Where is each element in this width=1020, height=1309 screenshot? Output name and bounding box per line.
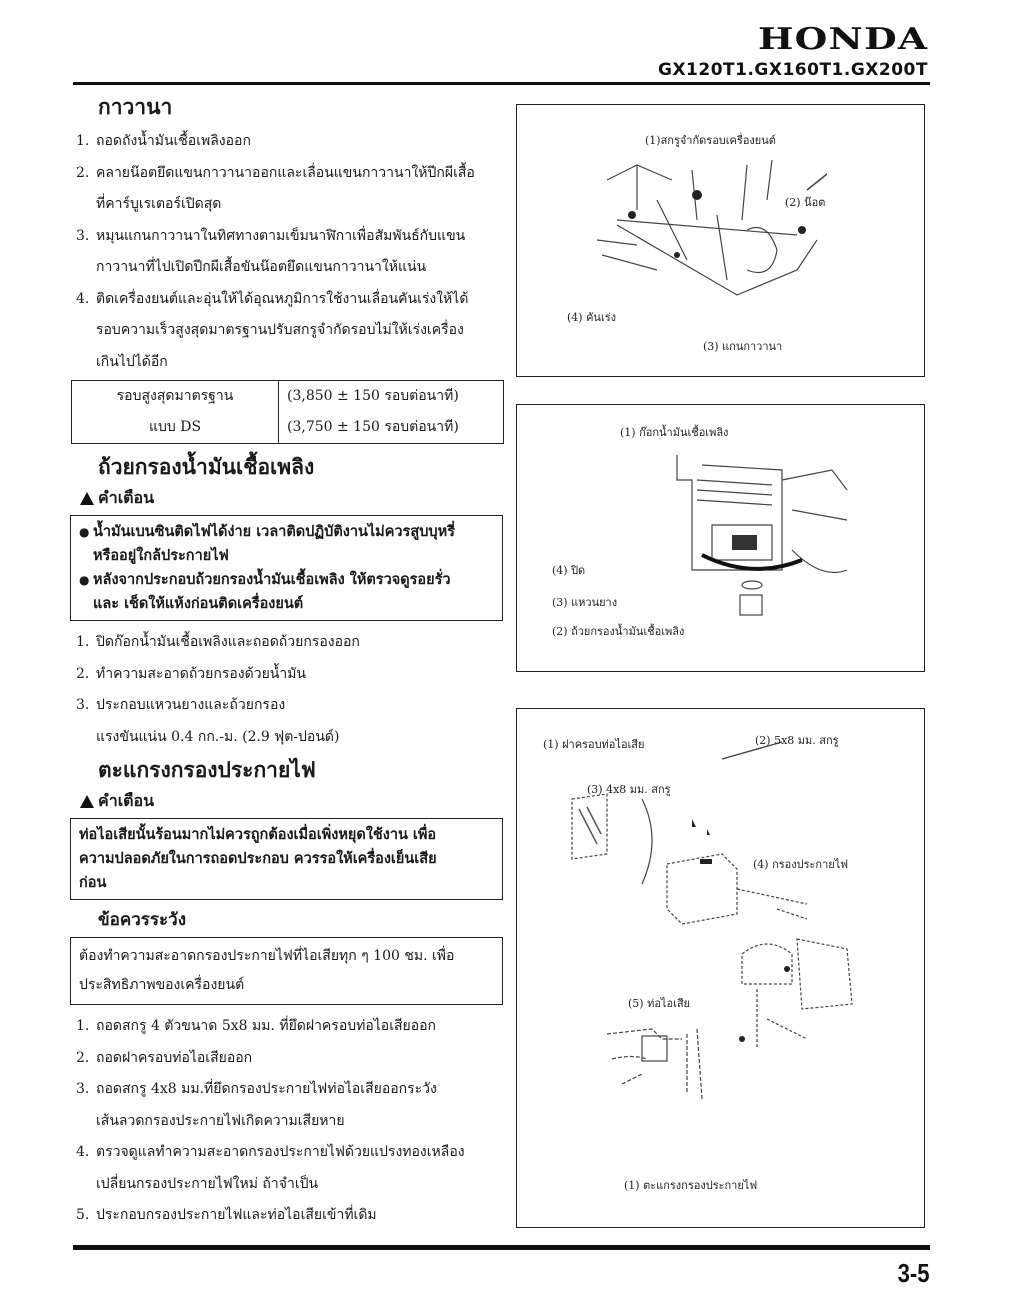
- step-line: ตรวจดูแลทำความสะอาดกรองประกายไฟด้วยแปรงทองเหลือง: [96, 1144, 465, 1160]
- warning-text: [93, 568, 451, 616]
- governor-linkage-drawing: [597, 160, 827, 305]
- figure-label: (5) ท่อไอเสีย: [628, 997, 690, 1010]
- step-number: 3.: [76, 1081, 90, 1097]
- step-number: 2.: [76, 665, 90, 682]
- step-line: ติดเครื่องยนต์และอุ่นให้ได้อุณหภูมิการใช้งานเลื่อนคันเร่งให้ได้: [96, 290, 469, 307]
- step-line: ถอดถังน้ำมันเชื้อเพลิงออก: [96, 133, 251, 149]
- caution-heading: ข้อควรระวัง: [98, 910, 186, 930]
- table-row: [72, 412, 504, 444]
- step-text: [96, 126, 506, 158]
- figure-label: (3) แหวนยาง: [552, 596, 618, 609]
- step-number: 4.: [76, 1144, 90, 1160]
- figure-label: (4) ปิด: [552, 564, 586, 577]
- step-line: ประกอบแหวนยางและถ้วยกรอง: [96, 697, 286, 713]
- step-number: 2.: [76, 164, 90, 181]
- step-text: [96, 1074, 506, 1137]
- step-line: ที่คาร์บูเรเตอร์เปิดสุด: [96, 196, 222, 212]
- figure-label: (1)สกรูจำกัดรอบเครื่องยนต์: [645, 134, 776, 147]
- step-line: แรงขันแน่น 0.4 กก.-ม. (2.9 ฟุต-ปอนด์): [96, 728, 340, 745]
- step-text: [96, 659, 506, 691]
- step-number: 1.: [76, 634, 90, 650]
- figure-label: (2) น๊อต: [785, 196, 826, 209]
- step-number: 4.: [76, 290, 90, 307]
- model-numbers: GX120T1.GX160T1.GX200T: [657, 60, 928, 80]
- warning-line: หรืออยู่ใกล้ประกายไฟ: [93, 547, 229, 564]
- step-text: [96, 1043, 506, 1075]
- warning-bullet: [79, 568, 494, 616]
- fuel-warning-box: [70, 515, 503, 621]
- step-text: [96, 1011, 506, 1043]
- list-item: [76, 1043, 506, 1075]
- spark-arrester-steps: [76, 1011, 506, 1232]
- step-number: 1.: [76, 1018, 90, 1034]
- box-line: ก่อน: [79, 874, 107, 891]
- step-line: เกินไปได้อีก: [96, 353, 168, 370]
- step-line: ปิดก๊อกน้ำมันเชื้อเพลิงและถอดถ้วยกรองออก: [96, 634, 360, 650]
- warning-text: [93, 520, 455, 568]
- step-number: 3.: [76, 227, 90, 244]
- step-line: หมุนแกนกาวานาในทิศทางตามเข็มนาฬิกาเพื่อสัมพันธ์กับแขน: [96, 227, 466, 244]
- warning-bullet: [79, 520, 494, 568]
- brand-logo: HONDA: [757, 22, 928, 57]
- step-number: 3.: [76, 697, 90, 713]
- wire-brush-drawing: [602, 1014, 722, 1104]
- fuel-cup-steps: [76, 627, 506, 753]
- box-line: ความปลอดภัยในการถอดประกอบ ควรรอให้เครื่องเย็นเสีย: [79, 850, 437, 867]
- step-line: ประกอบกรองประกายไฟและท่อไอเสียเข้าที่เดิม: [96, 1207, 377, 1223]
- warning-title: คำเตือน: [98, 791, 155, 810]
- warning-line: หลังจากประกอบถ้วยกรองน้ำมันเชื้อเพลิง ให้ตรวจดูรอยรั่ว: [93, 571, 451, 588]
- table-row: [72, 381, 504, 413]
- figure-label: (2) 5x8 มม. สกรู: [755, 734, 839, 747]
- list-item: [76, 627, 506, 659]
- figure-fuel-cup: [516, 404, 925, 672]
- step-text: [96, 1137, 506, 1200]
- header-rule: [73, 82, 930, 85]
- list-item: [76, 1011, 506, 1043]
- step-line: คลายน๊อตยึดแขนกาวานาออกและเลื่อนแขนกาวานาให้ปีกผีเสื้อ: [96, 164, 475, 181]
- box-line: ประสิทธิภาพของเครื่องยนต์: [79, 977, 245, 993]
- rpm-spec-table: [71, 380, 504, 444]
- step-text: [96, 1200, 506, 1232]
- list-item: [76, 221, 506, 284]
- spark-warning-box: [70, 818, 503, 900]
- list-item: [76, 1200, 506, 1232]
- step-number: 5.: [76, 1207, 90, 1223]
- step-number: 1.: [76, 133, 90, 149]
- section-title-fuel-cup: ถ้วยกรองน้ำมันเชื้อเพลิง: [98, 454, 315, 479]
- step-line: ถอดสกรู 4x8 มม.ที่ยึดกรองประกายไฟท่อไอเสียออกระวัง: [96, 1081, 437, 1097]
- warning-line: น้ำมันเบนซินติดไฟได้ง่าย เวลาติดปฏิบัติงานไม่ควรสูบบุหรี่: [93, 523, 455, 540]
- warning-line: และ เช็ดให้แห้งก่อนติดเครื่องยนต์: [93, 595, 304, 612]
- list-item: [76, 1074, 506, 1137]
- figure-label: (1) ก๊อกน้ำมันเชื้อเพลิง: [620, 426, 729, 439]
- step-line: เปลี่ยนกรองประกายไฟใหม่ ถ้าจำเป็น: [96, 1175, 319, 1192]
- step-text: [96, 158, 506, 221]
- list-item: [76, 690, 506, 753]
- step-line: กาวานาที่ไปเปิดปีกผีเสื้อขันน๊อตยึดแขนกาวานาให้แน่น: [96, 259, 427, 275]
- box-line: ท่อไอเสียนั้นร้อนมากไม่ควรถูกต้องเมื่อเพิ่งหยุดใช้งาน เพื่อ: [79, 826, 437, 843]
- list-item: [76, 126, 506, 158]
- figure-spark-arrester: [516, 708, 925, 1228]
- figure-label: (1) ตะแกรงกรองประกายไฟ: [624, 1179, 758, 1192]
- figure-governor: [516, 104, 925, 377]
- figure-label: (4) คันเร่ง: [567, 311, 616, 324]
- figure-label: (2) ถ้วยกรองน้ำมันเชื้อเพลิง: [552, 625, 685, 638]
- step-text: [96, 627, 506, 659]
- figure-label: (3) แกนกาวานา: [703, 340, 783, 353]
- list-item: [76, 659, 506, 691]
- warning-icon: [80, 795, 94, 808]
- box-line: ต้องทำความสะอาดกรองประกายไฟที่ไอเสียทุก ๆ 100 ชม. เพื่อ: [79, 948, 455, 964]
- spec-value: (3,750 ± 150 รอบต่อนาที): [279, 412, 504, 444]
- section-title-spark-arrester: ตะแกรงกรองประกายไฟ: [98, 757, 316, 782]
- warning-title: คำเตือน: [98, 488, 155, 507]
- step-text: [96, 284, 506, 379]
- step-text: [96, 690, 506, 753]
- figure-label: (4) กรองประกายไฟ: [753, 858, 849, 871]
- bullet-icon: ●: [79, 573, 90, 587]
- warning-heading: [80, 486, 506, 511]
- list-item: [76, 158, 506, 221]
- bullet-icon: ●: [79, 525, 90, 539]
- warning-icon: [80, 492, 94, 505]
- spec-label: แบบ DS: [72, 412, 279, 444]
- step-line: ถอดฝาครอบท่อไอเสียออก: [96, 1049, 253, 1066]
- figure-label: (1) ฝาครอบท่อไอเสีย: [543, 738, 645, 751]
- footer-rule: [73, 1245, 930, 1250]
- governor-steps: [76, 126, 506, 378]
- page-number: 3-5: [898, 1258, 930, 1288]
- spec-label: รอบสูงสุดมาตรฐาน: [72, 381, 279, 413]
- list-item: [76, 1137, 506, 1200]
- warning-heading: [80, 789, 506, 814]
- step-line: รอบความเร็วสูงสุดมาตรฐานปรับสกรูจำกัดรอบไม่ให้เร่งเครื่อง: [96, 322, 464, 338]
- step-line: ทำความสะอาดถ้วยกรองด้วยน้ำมัน: [96, 665, 306, 682]
- step-number: 2.: [76, 1049, 90, 1066]
- spec-value: (3,850 ± 150 รอบต่อนาที): [279, 381, 504, 413]
- caution-box: [70, 937, 503, 1005]
- fuel-valve-drawing: [672, 450, 852, 630]
- step-line: ถอดสกรู 4 ตัวขนาด 5x8 มม. ที่ยึดฝาครอบท่อไอเสียออก: [96, 1018, 437, 1034]
- list-item: [76, 284, 506, 379]
- figure-label: (3) 4x8 มม. สกรู: [587, 783, 671, 796]
- step-line: เส้นลวดกรองประกายไฟเกิดความเสียหาย: [96, 1112, 345, 1129]
- section-title-governor: กาวานา: [98, 94, 173, 119]
- step-text: [96, 221, 506, 284]
- text-column: [76, 92, 506, 1232]
